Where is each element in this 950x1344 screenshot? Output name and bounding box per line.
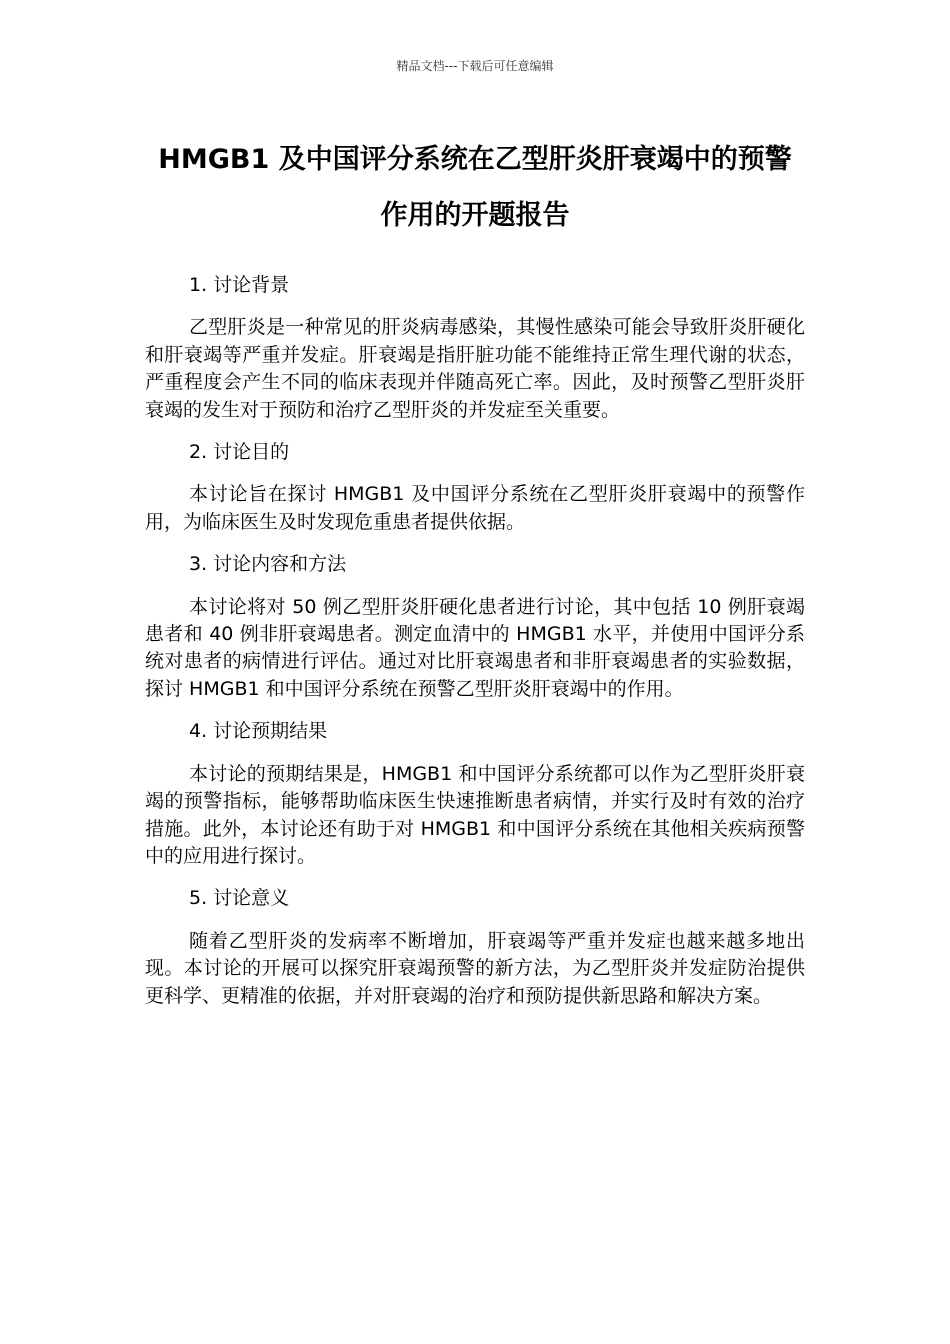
title-line-2: 作用的开题报告: [380, 200, 570, 231]
section-paragraph: 本讨论的预期结果是，HMGB1 和中国评分系统都可以作为乙型肝炎肝衰竭的预警指标，能够帮助临床医生快速推断患者病情，并实行及时有效的治疗措施。此外，本讨论还有助于对 HMGB1 和中国评分系统在其他相关疾病预警中的应用进行探讨。: [145, 762, 805, 867]
header-note: 精品文档---下载后可任意编辑: [396, 59, 554, 73]
document-title: [130, 132, 820, 244]
section-heading: 4. 讨论预期结果: [189, 720, 328, 743]
section-heading: 5. 讨论意义: [189, 887, 290, 910]
section-paragraph: 本讨论将对 50 例乙型肝炎肝硬化患者进行讨论，其中包括 10 例肝衰竭患者和 40 例非肝衰竭患者。测定血清中的 HMGB1 水平，并使用中国评分系统对患者的病情进行评估。通过对比肝衰竭患者和非肝衰竭患者的实验数据，探讨 HMGB1 和中国评分系统在预警乙型肝炎肝衰竭中的作用。: [145, 595, 805, 700]
section-paragraph: 乙型肝炎是一种常见的肝炎病毒感染，其慢性感染可能会导致肝炎肝硬化和肝衰竭等严重并发症。肝衰竭是指肝脏功能不能维持正常生理代谢的状态，严重程度会产生不同的临床表现并伴随高死亡率。因此，及时预警乙型肝炎肝衰竭的发生对于预防和治疗乙型肝炎的并发症至关重要。: [145, 316, 805, 421]
section-heading: 3. 讨论内容和方法: [189, 553, 347, 576]
title-line-1: HMGB1 及中国评分系统在乙型肝炎肝衰竭中的预警: [158, 144, 792, 175]
section-heading: 1. 讨论背景: [189, 274, 290, 296]
section-content-method: [145, 551, 805, 703]
section-paragraph: 本讨论旨在探讨 HMGB1 及中国评分系统在乙型肝炎肝衰竭中的预警作用，为临床医生及时发现危重患者提供依据。: [145, 483, 805, 533]
section-significance: [145, 885, 805, 1010]
section-paragraph: 随着乙型肝炎的发病率不断增加，肝衰竭等严重并发症也越来越多地出现。本讨论的开展可以探究肝衰竭预警的新方法，为乙型肝炎并发症防治提供更科学、更精准的依据，并对肝衰竭的治疗和预防提供新思路和解决方案。: [145, 929, 805, 1007]
section-purpose: [145, 439, 805, 536]
section-background: [145, 272, 805, 424]
section-expected-results: [145, 718, 805, 870]
document-body: [145, 272, 805, 1025]
section-heading: 2. 讨论目的: [189, 441, 290, 464]
